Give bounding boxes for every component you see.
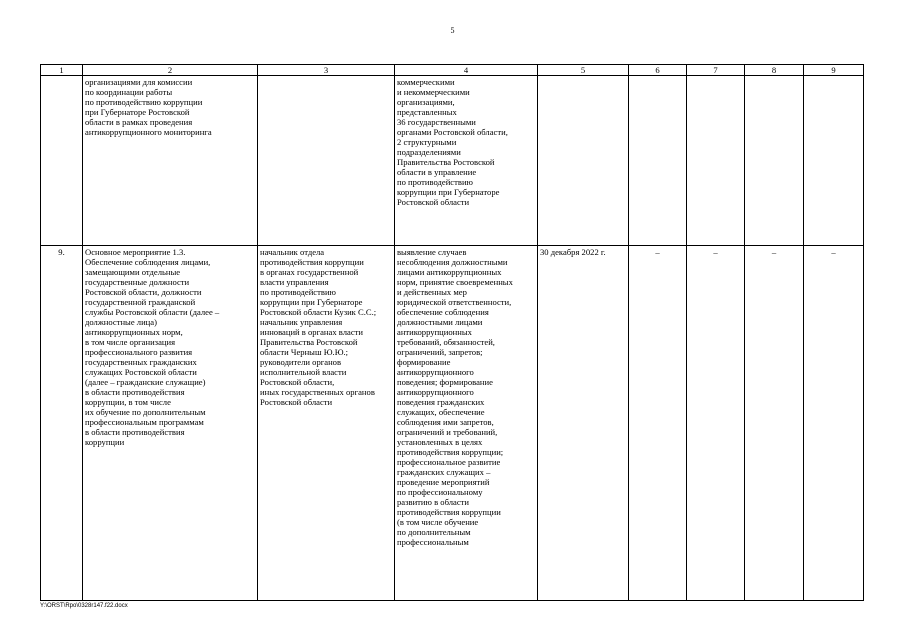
header-cell: 9 <box>804 65 864 76</box>
cell-col7: – <box>687 246 745 601</box>
row-number <box>41 76 83 246</box>
header-cell: 1 <box>41 65 83 76</box>
activity-name: Основное мероприятие 1.3. Обеспечение соблюдения лицами, замещающими отдельные государственные должности Ростовской области, должности государственной гражданской службы Ростовской области (далее – должностные лица) антикоррупционных норм, в том числе организация профессионального развития государственных гражданских служащих Ростовской области (далее – гражданские служащие) в области противодействия коррупции, в том числе их обучение по дополнительным профессиональным программам в области противодействия коррупции <box>83 246 258 601</box>
plan-table <box>40 64 864 601</box>
header-cell: 4 <box>395 65 538 76</box>
header-cell: 8 <box>745 65 804 76</box>
cell-col8: – <box>745 246 804 601</box>
cell-col8 <box>745 76 804 246</box>
cell-col9: – <box>804 246 864 601</box>
expected-result: коммерческими и некоммерческими организациями, представленных 36 государственными органами Ростовской области, 2 структурными подразделениями Правительства Ростовской области в управление по противодействию коррупции при Губернаторе Ростовской области <box>395 76 538 246</box>
cell-col6 <box>629 76 687 246</box>
cell-col9 <box>804 76 864 246</box>
header-cell: 2 <box>83 65 258 76</box>
responsible <box>258 76 395 246</box>
table-header-row <box>41 65 864 76</box>
table-row <box>41 246 864 601</box>
activity-name: организациями для комиссии по координации работы по противодействию коррупции при Губернаторе Ростовской области в рамках проведения антикоррупционного мониторинга <box>83 76 258 246</box>
cell-col6: – <box>629 246 687 601</box>
table-row <box>41 76 864 246</box>
page-number: 5 <box>450 26 455 35</box>
row-number: 9. <box>41 246 83 601</box>
expected-result: выявление случаев несоблюдения должностными лицами антикоррупционных норм, принятие своевременных и действенных мер юридической ответственности, обеспечение соблюдения должностными лицами антикоррупционных требований, обязанностей, ограничений, запретов; формирование антикоррупционного поведения; формирование антикоррупционного поведения гражданских служащих, обеспечение соблюдения ими запретов, ограничений и требований, установленных в целях противодействия коррупции; профессиональное развитие гражданских служащих – проведение мероприятий по профессиональному развитию в области противодействия коррупции (в том числе обучение по дополнительным профессиональным <box>395 246 538 601</box>
deadline <box>538 76 629 246</box>
header-cell: 7 <box>687 65 745 76</box>
cell-col7 <box>687 76 745 246</box>
responsible: начальник отдела противодействия коррупции в органах государственной власти управления по противодействию коррупции при Губернаторе Ростовской области Кузик С.С.; начальник управления инноваций в органах власти Правительства Ростовской области Черныш Ю.Ю.; руководители органов исполнительной власти Ростовской области, иных государственных органов Ростовской области <box>258 246 395 601</box>
header-cell: 6 <box>629 65 687 76</box>
file-path-footer: Y:\ORST\Rpo\0328r147.f22.docx <box>40 603 128 609</box>
header-cell: 3 <box>258 65 395 76</box>
header-cell: 5 <box>538 65 629 76</box>
deadline: 30 декабря 2022 г. <box>538 246 629 601</box>
